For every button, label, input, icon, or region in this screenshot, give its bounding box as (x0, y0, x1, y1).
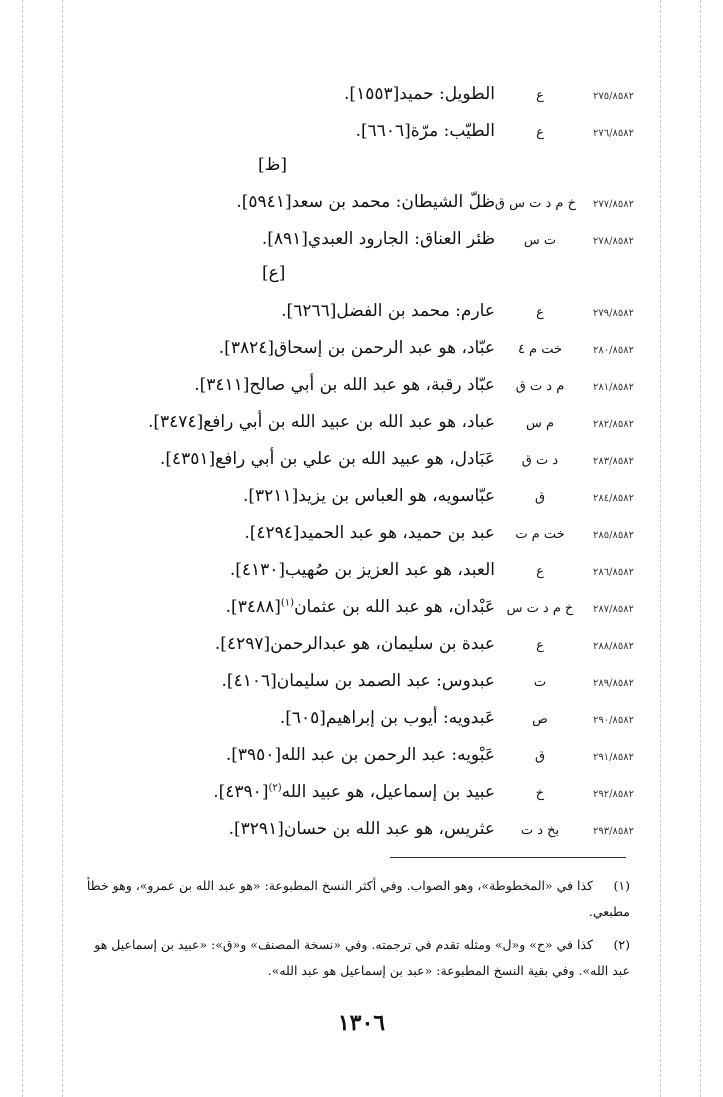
footnote-line: كذا في «المخطوطة»، وهو الصواب. وفي أكثر النسخ المطبوعة: «هو عبد الله بن عمرو»، وهو خطأ (86, 878, 593, 893)
entry-text: عَبْويه: عبد الرحمن بن عبد الله[٣٩٥٠]. (225, 745, 495, 765)
entry-symbols: ع (536, 88, 544, 103)
entry-row (0, 778, 723, 812)
entry-row (0, 188, 723, 222)
entry-symbols: ت (533, 675, 547, 690)
entry-symbols: ع (536, 638, 544, 653)
entry-symbols: خ م د ت س (506, 601, 574, 616)
entry-symbols: ع (536, 305, 544, 320)
entry-number: ٢٨٦/٨٥٨٢ (593, 567, 634, 578)
entry-row (0, 334, 723, 368)
entry-symbols: م س (525, 416, 555, 431)
entry-text (213, 782, 495, 802)
entry-row (0, 593, 723, 627)
entry-symbols: ع (536, 125, 544, 140)
entry-text: عبدوس: عبد الصمد بن سليمان[٤١٠٦]. (221, 671, 495, 691)
entry-text-main: عبيد بن إسماعيل، هو عبيد الله (281, 782, 495, 802)
entry-number: ٢٩٢/٨٥٨٢ (593, 789, 634, 800)
entry-number: ٢٨٩/٨٥٨٢ (593, 678, 634, 689)
entry-text: عارم: محمد بن الفضل[٦٢٦٦]. (281, 301, 495, 321)
entry-row (0, 556, 723, 590)
footnote-reference: (١) (280, 597, 295, 609)
entry-row (0, 815, 723, 849)
entry-text: عبّاد، هو عبد الرحمن بن إسحاق[٣٨٢٤]. (218, 338, 495, 358)
entry-text-main: عَبْدان، هو عبد الله بن عثمان (294, 597, 495, 617)
entry-text-ref: [٣٤٨٨]. (225, 597, 281, 617)
entry-symbols: د ت ق (521, 453, 559, 468)
entry-row (0, 519, 723, 553)
entry-symbols: بخ د ت (520, 823, 560, 838)
entry-text: عَبَادل، هو عبيد الله بن علي بن أبي رافع[٤٣٥١]. (159, 449, 495, 469)
entry-number: ٢٧٨/٨٥٨٢ (593, 236, 634, 247)
entry-symbols: خت م ٤ (517, 342, 563, 357)
entry-text: عبدة بن سليمان، هو عبدالرحمن[٤٢٩٧]. (214, 634, 495, 654)
entry-text-ref: [٤٣٩٠]. (213, 782, 269, 802)
entry-row (0, 667, 723, 701)
entry-text: عباد، هو عبد الله بن عبيد الله بن أبي رافع[٣٤٧٤]. (148, 412, 495, 432)
entry-text (226, 597, 495, 617)
entry-text: عبد بن حميد، هو عبد الحميد[٤٢٩٤]. (244, 523, 495, 543)
entry-text: عثريس، هو عبد الله بن حسان[٣٢٩١]. (228, 819, 495, 839)
entry-symbols: ق (534, 490, 546, 505)
entry-symbols: خت م ت (515, 527, 565, 542)
entry-row (0, 704, 723, 738)
entry-number: ٢٨٥/٨٥٨٢ (593, 530, 634, 541)
section-heading-ain: [ع] (262, 263, 286, 283)
entry-number: ٢٧٥/٨٥٨٢ (593, 91, 634, 102)
footnote-number: (٢) (613, 937, 630, 952)
entry-number: ٢٨٤/٨٥٨٢ (593, 493, 634, 504)
footnote-divider (390, 857, 626, 858)
entry-number: ٢٨٧/٨٥٨٢ (593, 604, 634, 615)
footnote-reference: (٢) (268, 782, 282, 794)
entry-text: الطيّب: مرّة[٦٦٠٦]. (355, 121, 495, 141)
entry-row (0, 741, 723, 775)
entry-text: ظلّ الشيطان: محمد بن سعد[٥٩٤١]. (236, 192, 495, 212)
entry-symbols: ع (536, 564, 544, 579)
entry-symbols: م د ت ق (515, 379, 565, 394)
entry-row (0, 371, 723, 405)
entry-number: ٢٩١/٨٥٨٢ (593, 752, 634, 763)
entry-number: ٢٨٨/٨٥٨٢ (593, 641, 634, 652)
section-heading-zah: [ظ] (258, 155, 287, 175)
entry-row (0, 630, 723, 664)
entry-number: ٢٧٧/٨٥٨٢ (593, 199, 634, 210)
entry-text: عَبدويه: أيوب بن إبراهيم[٦٠٥]. (279, 708, 495, 728)
entry-text: العبد، هو عبد العزيز بن صُهيب[٤١٣٠]. (229, 560, 495, 580)
entry-text: عبّاسويه، هو العباس بن يزيد[٣٢١١]. (243, 486, 495, 506)
entry-row (0, 482, 723, 516)
entry-text: الطويل: حميد[١٥٥٣]. (344, 84, 495, 104)
entry-row (0, 408, 723, 442)
footnote-line: كذا في «ح» و«ل» ومثله تقدم في ترجمته. وفي «نسخة المصنف» و«ق»: «عبيد بن إسماعيل هو (94, 937, 593, 952)
entry-row (0, 297, 723, 331)
entry-text: ظئر العناق: الجارود العبدي[٨٩١]. (261, 229, 495, 249)
footnote-line: مطبعي. (588, 904, 630, 919)
page-number: ١٣٠٦ (337, 1010, 386, 1036)
footnote-number: (١) (613, 878, 630, 893)
entry-row (0, 117, 723, 151)
entry-number: ٢٨٣/٨٥٨٢ (593, 456, 634, 467)
entry-text: عبّاد رقبة، هو عبد الله بن أبي صالح[٣٤١١]. (194, 375, 495, 395)
entry-number: ٢٧٦/٨٥٨٢ (593, 128, 634, 139)
entry-symbols: ص (532, 712, 548, 727)
entry-symbols: خ م د ت س ق (494, 196, 576, 211)
entry-number: ٢٨٢/٨٥٨٢ (593, 419, 634, 430)
entry-number: ٢٩٠/٨٥٨٢ (593, 715, 634, 726)
entry-number: ٢٧٩/٨٥٨٢ (593, 308, 634, 319)
footnote-line: عبد الله». وفي بقية النسخ المطبوعة: «عبد بن إسماعيل هو عبد الله». (267, 963, 630, 978)
entry-row (0, 445, 723, 479)
entry-number: ٢٨٠/٨٥٨٢ (593, 345, 634, 356)
entry-symbols: ق (534, 749, 546, 764)
entry-symbols: خ (535, 786, 545, 801)
entry-number: ٢٩٣/٨٥٨٢ (593, 826, 634, 837)
entry-row (0, 80, 723, 114)
entry-row (0, 225, 723, 259)
entry-symbols: ت س (523, 233, 557, 248)
entry-number: ٢٨١/٨٥٨٢ (593, 382, 634, 393)
